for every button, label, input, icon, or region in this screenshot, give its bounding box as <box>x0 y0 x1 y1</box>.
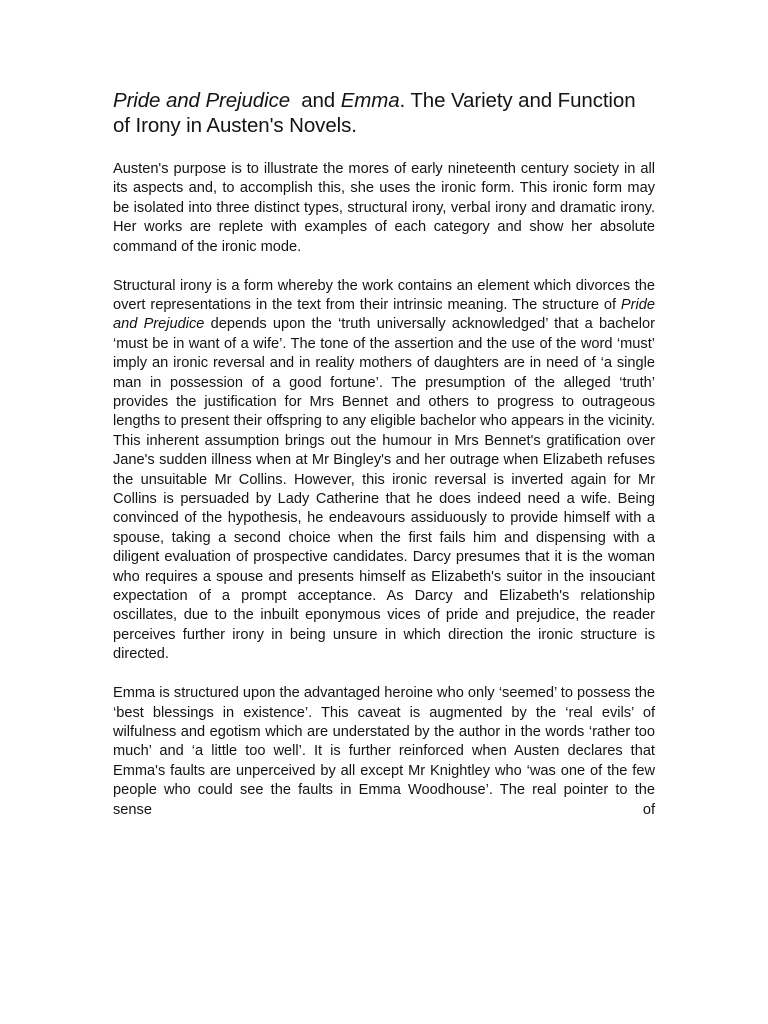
title-work-pride-and-prejudice: Pride and Prejudice <box>113 89 291 112</box>
paragraph-structural-irony-title-ref: Pride and Prejudice <box>113 296 655 333</box>
paragraph-emma: Emma is structured upon the advantaged heroine who only ‘seemed’ to possess the ‘best blessings in existence’. This caveat is augmented by the ‘real evils’ of wilfulness and egotism which are understated by the author in the words ‘rather too much’ and ‘a little too well’. It is further reinforced when Austen declares that Emma's faults are unperceived by all except Mr Knightley who ‘was one of the few people who could see the faults in Emma Woodhouse’. The real pointer to the sense of <box>113 685 655 818</box>
document-page <box>113 88 655 840</box>
title-work-emma: Emma <box>340 89 400 112</box>
title-connector: and <box>290 89 341 112</box>
document-title <box>113 88 655 138</box>
paragraph-structural-irony-text-a: Structural irony is a form whereby the work contains an element which divorces the overt representations in the text from their intrinsic meaning. The structure of <box>113 277 655 313</box>
paragraph-structural-irony-text-b: depends upon the ‘truth universally acknowledged’ that a bachelor ‘must be in want of a wife’. The tone of the assertion and the use of the word ‘must’ imply an ironic reversal and in reality mothers of daughters are in need of ‘a single man in possession of a good fortune’. The presumption of the alleged ‘truth’ provides the justification for Mrs Bennet and others to progress to outrageous lengths to present their offspring to any eligible bachelor who appears in the vicinity. This inherent assumption brings out the humour in Mrs Bennet's gratification over Jane's sudden illness when at Mr Bingley's and her outrage when Elizabeth refuses the unsuitable Mr Collins. However, this ironic reversal is inverted again for Mr Collins is persuaded by Lady Catherine that he does indeed need a wife. Being convinced of the hypothesis, he endeavours assiduously to provide himself with a spouse, taking a second choice when the first fails him and dispensing with a diligent evaluation of prospective candidates. Darcy presumes that it is the woman who requires a spouse and presents himself as Elizabeth's suitor in the insouciant expectation of a prompt acceptance. As Darcy and Elizabeth's relationship oscillates, due to the inbuilt eponymous vices of pride and prejudice, the reader perceives further irony in being unsure in which direction the ironic structure is directed. <box>113 316 655 663</box>
paragraph-structural-irony <box>113 277 655 665</box>
title-rest: . The Variety and Function of Irony in Austen's Novels. <box>113 89 636 137</box>
paragraph-intro: Austen's purpose is to illustrate the mores of early nineteenth century society in all its aspects and, to accomplish this, she uses the ironic form. This ironic form may be isolated into three distinct types, structural irony, verbal irony and dramatic irony. Her works are replete with examples of each category and show her absolute command of the ironic mode. <box>113 161 655 255</box>
